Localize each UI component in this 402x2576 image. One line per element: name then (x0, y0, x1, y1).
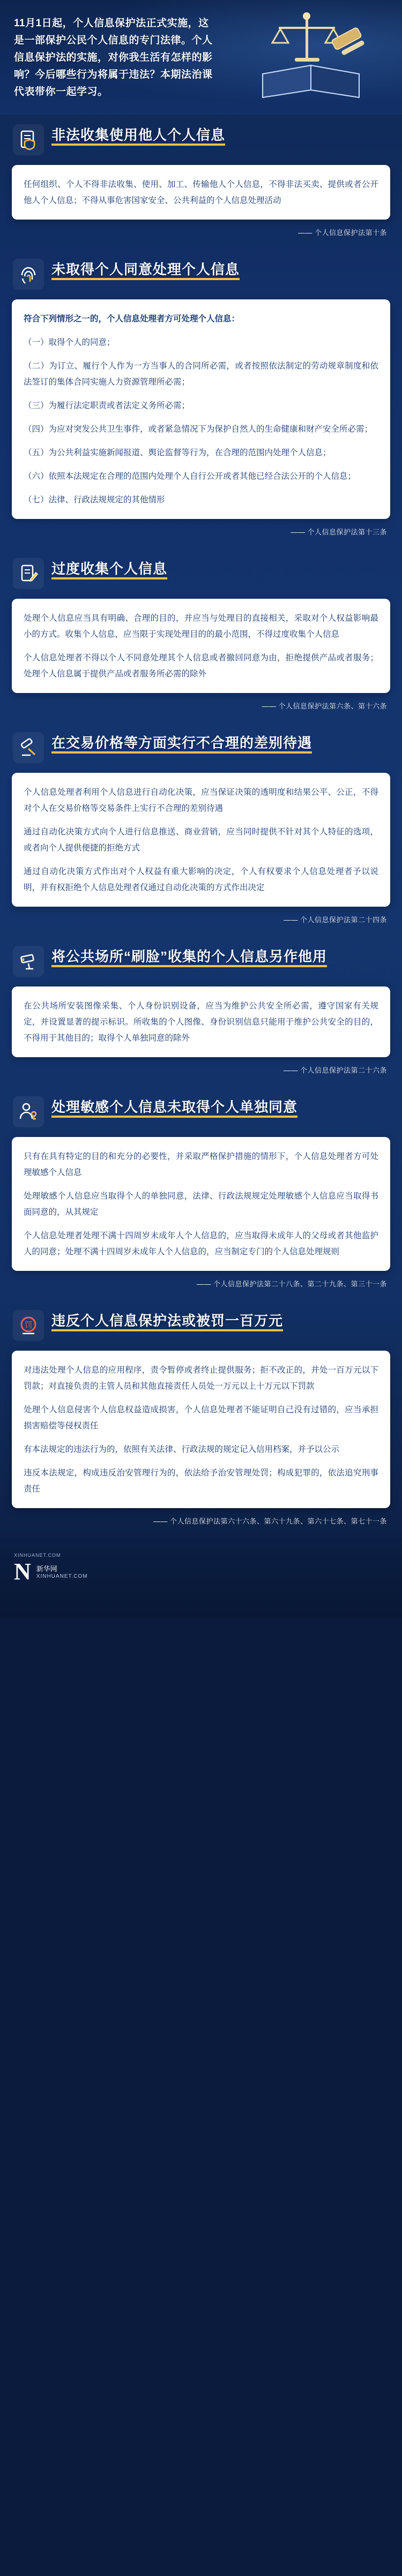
paragraph: 只有在具有特定的目的和充分的必要性，并采取严格保护措施的情形下，个人信息处理者方可处理敏感个人信息 (24, 1152, 378, 1177)
section-card (12, 986, 390, 1057)
section-title: 将公共场所“刷脸”收集的个人信息另作他用 (51, 945, 327, 966)
pen-document-icon (13, 558, 44, 589)
document-shield-icon (13, 124, 44, 155)
section-title: 过度收集个人信息 (51, 557, 167, 578)
surveillance-camera-icon (13, 946, 44, 977)
citation: —— 个人信息保护法第六十六条、第六十九条、第六十七条、第七十一条 (153, 1517, 387, 1525)
section-no-consent-processing (0, 249, 402, 548)
svg-text:罚: 罚 (24, 1321, 33, 1330)
scales-of-justice-icon (272, 12, 341, 62)
paragraph: 处理敏感个人信息应当取得个人的单独同意，法律、行政法规规定处理敏感个人信息应当取得书面同意的，从其规定 (24, 1192, 378, 1217)
section-title: 在交易价格等方面实行不合理的差别待遇 (51, 731, 312, 752)
section-header (0, 722, 402, 767)
paragraph: 通过自动化决策方式作出对个人权益有重大影响的决定，个人有权要求个人信息处理者予以说明，并有权拒绝个人信息处理者仅通过自动化决策的方式作出决定 (24, 867, 378, 892)
law-book-icon (263, 65, 359, 97)
header (0, 0, 402, 115)
paragraph: 通过自动化决策方式向个人进行信息推送、商业营销，应当同时提供不针对其个人特征的选项，或者向个人提供便捷的拒绝方式 (24, 827, 378, 853)
paragraph: 处理个人信息应当具有明确、合理的目的，并应当与处理目的直接相关，采取对个人权益影响最小的方式。收集个人信息，应当限于实现处理目的的最小范围，不得过度收集个人信息 (24, 614, 378, 639)
logo-letter: N (14, 1558, 31, 1585)
header-artwork (230, 10, 391, 106)
citation: —— 个人信息保护法第二十八条、第二十九条、第三十一条 (196, 1280, 387, 1288)
citation: —— 个人信息保护法第六条、第十六条 (262, 702, 387, 710)
paragraph: 符合下列情形之一的，个人信息处理者方可处理个人信息： (24, 314, 240, 323)
paragraph: 个人信息处理者利用个人信息进行自动化决策，应当保证决策的透明度和结果公平、公正，不得对个人在交易价格等交易条件上实行不合理的差别待遇 (24, 788, 378, 813)
citation: —— 个人信息保护法第十三条 (291, 528, 387, 536)
section-header (0, 115, 402, 160)
section-card (12, 165, 390, 220)
header-intro-text: 11月1日起，个人信息保护法正式实施，这是一部保护公民个人信息的专门法律。个人信息保护法的实施，对你我生活有怎样的影响？今后哪些行为将属于违法？本期法治课代表带你一起学习。 (14, 18, 213, 97)
section-excessive-collection (0, 548, 402, 722)
paragraph: 有本法规定的违法行为的，依照有关法律、行政法规的规定记入信用档案，并予以公示 (24, 1445, 340, 1454)
section-price-discrimination (0, 722, 402, 936)
footer-tiny-text: XINHUANET.COM (14, 1553, 61, 1558)
paragraph: （四）为应对突发公共卫生事件，或者紧急情况下为保护自然人的生命健康和财产安全所必需； (24, 425, 373, 434)
paragraph: 违反本法规定，构成违反治安管理行为的，依法给予治安管理处罚；构成犯罪的，依法追究刑事责任 (24, 1468, 378, 1494)
section-penalty-one-million (0, 1300, 402, 1538)
footer (0, 1538, 402, 1618)
section-header (0, 548, 402, 593)
section-title: 违反个人信息保护法或被罚一百万元 (51, 1309, 283, 1330)
fingerprint-lock-icon (13, 259, 44, 290)
paragraph: 个人信息处理者不得以个人不同意处理其个人信息或者撤回同意为由，拒绝提供产品或者服务；处理个人信息属于提供产品或者服务所必需的除外 (24, 653, 378, 679)
gavel-icon (331, 27, 365, 56)
paragraph: 个人信息处理者处理不满十四周岁未成年人个人信息的，应当取得未成年人的父母或者其他监护人的同意；处理不满十四周岁未成年人个人信息的，应当制定专门的个人信息处理规则 (24, 1231, 378, 1256)
paragraph: （三）为履行法定职责或者法定义务所必需； (24, 401, 190, 410)
paragraph: （二）为订立、履行个人作为一方当事人的合同所必需，或者按照依法制定的劳动规章制度和依法签订的集体合同实施人力资源管理所必需； (24, 361, 378, 387)
section-header (0, 1300, 402, 1345)
section-title: 非法收集使用他人个人信息 (51, 123, 225, 145)
paragraph: （七）法律、行政法规规定的其他情形 (24, 495, 165, 504)
section-card (12, 773, 390, 907)
paragraph: （五）为公共利益实施新闻报道、舆论监督等行为，在合理的范围内处理个人信息； (24, 448, 331, 457)
citation: —— 个人信息保护法第二十六条 (283, 1066, 387, 1074)
section-card (12, 299, 390, 519)
paragraph: 在公共场所安装图像采集、个人身份识别设备，应当为维护公共安全所必需，遵守国家有关规定，并设置显著的提示标识。所收集的个人图像、身份识别信息只能用于维护公共安全的目的，不得用于其他目的；取得个人单独同意的除外 (24, 1001, 378, 1043)
logo-domain: XINHUANET.COM (36, 1573, 88, 1579)
section-header (0, 249, 402, 294)
citation: —— 个人信息保护法第十条 (297, 229, 387, 237)
section-title: 处理敏感个人信息未取得个人单独同意 (51, 1095, 297, 1117)
xinhuanet-logo[interactable] (14, 1560, 388, 1584)
section-illegal-collection (0, 115, 402, 249)
paragraph: （六）依照本法规定在合理的范围内处理个人自行公开或者其他已经合法公开的个人信息； (24, 472, 356, 481)
section-card (12, 1351, 390, 1508)
section-public-camera-misuse (0, 936, 402, 1087)
paragraph: 处理个人信息侵害个人信息权益造成损害，个人信息处理者不能证明自己没有过错的，应当承担损害赔偿等侵权责任 (24, 1405, 378, 1430)
section-title: 未取得个人同意处理个人信息 (51, 258, 240, 279)
gavel-balance-icon (13, 732, 44, 763)
section-header (0, 1087, 402, 1132)
section-header (0, 936, 402, 981)
logo-name-cn: 新华网 (36, 1564, 57, 1573)
paragraph: （一）取得个人的同意； (24, 338, 115, 347)
person-key-icon (13, 1096, 44, 1127)
section-sensitive-no-consent (0, 1087, 402, 1300)
penalty-stamp-icon (13, 1310, 44, 1341)
citation: —— 个人信息保护法第二十四条 (283, 916, 387, 924)
section-card (12, 1137, 390, 1271)
section-card (12, 599, 390, 693)
paragraph: 任何组织、个人不得非法收集、使用、加工、传输他人个人信息，不得非法买卖、提供或者公开他人个人信息；不得从事危害国家安全、公共利益的个人信息处理活动 (24, 180, 378, 205)
paragraph: 对违法处理个人信息的应用程序，责令暂停或者终止提供服务；拒不改正的，并处一百万元以下罚款；对直接负责的主管人员和其他直接责任人员处一万元以上十万元以下罚款 (24, 1366, 378, 1391)
